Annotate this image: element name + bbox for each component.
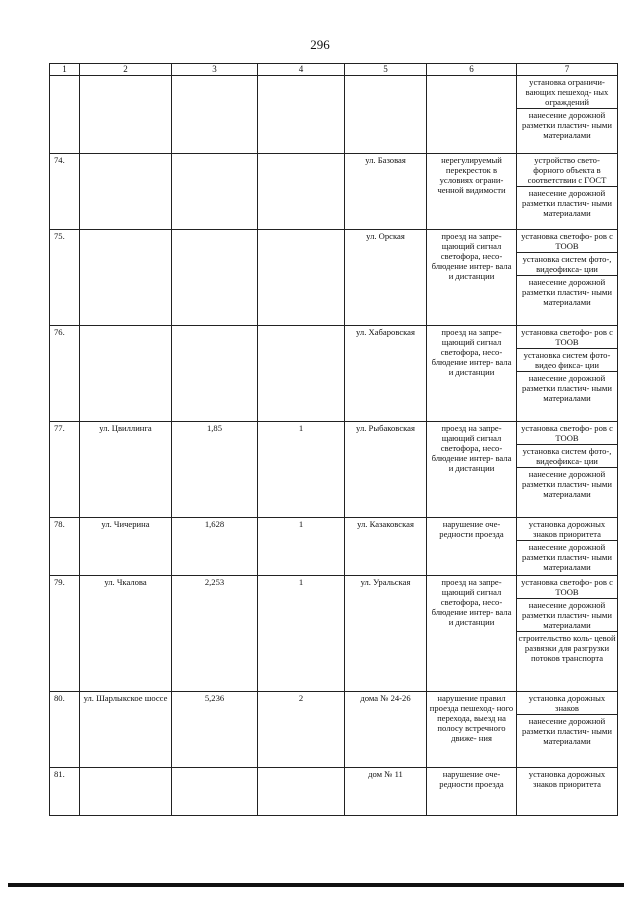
table-row: [50, 154, 618, 230]
problem-cell: проезд на запре- щающий сигнал светофора, несо- блюдение интер- вала и дистанции: [427, 576, 517, 692]
problem-cell: проезд на запре- щающий сигнал светофора, несо- блюдение интер- вала и дистанции: [427, 422, 517, 518]
measures-cell: [517, 692, 618, 768]
street-cell: ул. Цвиллинга: [80, 422, 172, 518]
table-row: [50, 518, 618, 576]
header-col-6: 6: [427, 64, 517, 76]
length-cell: [172, 230, 258, 326]
row-number: 77.: [50, 422, 80, 518]
measure-item: устройство свето- форного объекта в соответствии с ГОСТ: [527, 155, 607, 185]
count-cell: [258, 76, 345, 154]
count-cell: [258, 230, 345, 326]
header-row: [50, 64, 618, 76]
measures-cell: [517, 576, 618, 692]
problem-cell: [427, 76, 517, 154]
count-cell: [258, 768, 345, 816]
measure-item: нанесение дорожной разметки пластич- ными материалами: [517, 540, 617, 573]
row-number: 81.: [50, 768, 80, 816]
length-cell: 1,85: [172, 422, 258, 518]
measure-item: установка систем фото-, видеофикса- ции: [517, 444, 617, 467]
street-cell: [80, 230, 172, 326]
location-cell: [345, 76, 427, 154]
street-cell: [80, 326, 172, 422]
length-cell: [172, 154, 258, 230]
street-cell: [80, 76, 172, 154]
measures-cell: [517, 422, 618, 518]
street-cell: [80, 154, 172, 230]
street-cell: ул. Шарлыкское шоссе: [80, 692, 172, 768]
length-cell: 5,236: [172, 692, 258, 768]
problem-cell: нарушение оче- редности проезда: [427, 518, 517, 576]
table-row: [50, 326, 618, 422]
table-row: [50, 576, 618, 692]
length-cell: [172, 768, 258, 816]
problem-cell: нарушение правил проезда пешеход- ного перехода, выезд на полосу встречного движе- ния: [427, 692, 517, 768]
length-cell: [172, 76, 258, 154]
measure-item: нанесение дорожной разметки пластич- ными материалами: [517, 467, 617, 500]
header-col-5: 5: [345, 64, 427, 76]
header-col-1: 1: [50, 64, 80, 76]
header-col-7: 7: [517, 64, 618, 76]
num-cell: [50, 76, 80, 154]
location-cell: дома № 24-26: [345, 692, 427, 768]
street-cell: [80, 768, 172, 816]
table-row: [50, 692, 618, 768]
location-cell: ул. Базовая: [345, 154, 427, 230]
measures-cell: [517, 154, 618, 230]
row-number: 80.: [50, 692, 80, 768]
street-cell: ул. Чичерина: [80, 518, 172, 576]
row-number: 78.: [50, 518, 80, 576]
row-number: 75.: [50, 230, 80, 326]
measure-item: установка дорожных знаков приоритета: [528, 769, 606, 789]
measures-cell: [517, 230, 618, 326]
measure-item: установка ограничи- вающих пешеход- ных ограждений: [525, 77, 609, 107]
header-col-4: 4: [258, 64, 345, 76]
measure-item: установка систем фото-, видеофикса- ции: [517, 252, 617, 275]
problem-cell: нерегулируемый перекресток в условиях ограни- ченной видимости: [427, 154, 517, 230]
location-cell: ул. Орская: [345, 230, 427, 326]
length-cell: [172, 326, 258, 422]
continuation-row: [50, 76, 618, 154]
measure-item: установка светофо- ров с ТООВ: [521, 327, 613, 347]
row-number: 74.: [50, 154, 80, 230]
row-number: 76.: [50, 326, 80, 422]
measure-item: установка светофо- ров с ТООВ: [521, 577, 613, 597]
measure-item: установка систем фото-видео фикса- ции: [517, 348, 617, 371]
bottom-rule: [8, 883, 624, 887]
problem-cell: нарушение оче- редности проезда: [427, 768, 517, 816]
measures-cell: [517, 768, 618, 816]
measure-item: нанесение дорожной разметки пластич- ными материалами: [517, 714, 617, 747]
location-cell: ул. Казаковская: [345, 518, 427, 576]
location-cell: ул. Рыбаковская: [345, 422, 427, 518]
count-cell: 1: [258, 518, 345, 576]
count-cell: [258, 154, 345, 230]
header-col-3: 3: [172, 64, 258, 76]
measures-cell: [517, 518, 618, 576]
problem-cell: проезд на запре- щающий сигнал светофора, несо- блюдение интер- вала и дистанции: [427, 230, 517, 326]
count-cell: [258, 326, 345, 422]
header-col-2: 2: [80, 64, 172, 76]
table-row: [50, 230, 618, 326]
table-row: [50, 422, 618, 518]
measure-item: установка дорожных знаков: [528, 693, 606, 713]
page-number: 296: [310, 37, 330, 52]
count-cell: 2: [258, 692, 345, 768]
measure-item: нанесение дорожной разметки пластич- ными материалами: [517, 108, 617, 141]
location-cell: ул. Уральская: [345, 576, 427, 692]
problem-cell: проезд на запре- щающий сигнал светофора, несо- блюдение интер- вала и дистанции: [427, 326, 517, 422]
location-cell: дом № 11: [345, 768, 427, 816]
measure-item: нанесение дорожной разметки пластич- ными материалами: [517, 275, 617, 308]
table-row: [50, 768, 618, 816]
length-cell: 1,628: [172, 518, 258, 576]
measure-item: нанесение дорожной разметки пластич- ными материалами: [517, 186, 617, 219]
measures-cell: [517, 326, 618, 422]
count-cell: 1: [258, 422, 345, 518]
road-safety-table: [49, 63, 618, 816]
street-cell: ул. Чкалова: [80, 576, 172, 692]
measure-item: нанесение дорожной разметки пластич- ными материалами: [517, 371, 617, 404]
location-cell: ул. Хабаровская: [345, 326, 427, 422]
count-cell: 1: [258, 576, 345, 692]
row-number: 79.: [50, 576, 80, 692]
measure-item: нанесение дорожной разметки пластич- ными материалами: [517, 598, 617, 631]
measure-item: установка светофо- ров с ТООВ: [521, 423, 613, 443]
measure-item: установка дорожных знаков приоритета: [528, 519, 606, 539]
measures-cell: [517, 76, 618, 154]
length-cell: 2,253: [172, 576, 258, 692]
measure-item: строительство коль- цевой развязки для разгрузки потоков транспорта: [518, 633, 616, 663]
measure-item: установка светофо- ров с ТООВ: [521, 231, 613, 251]
